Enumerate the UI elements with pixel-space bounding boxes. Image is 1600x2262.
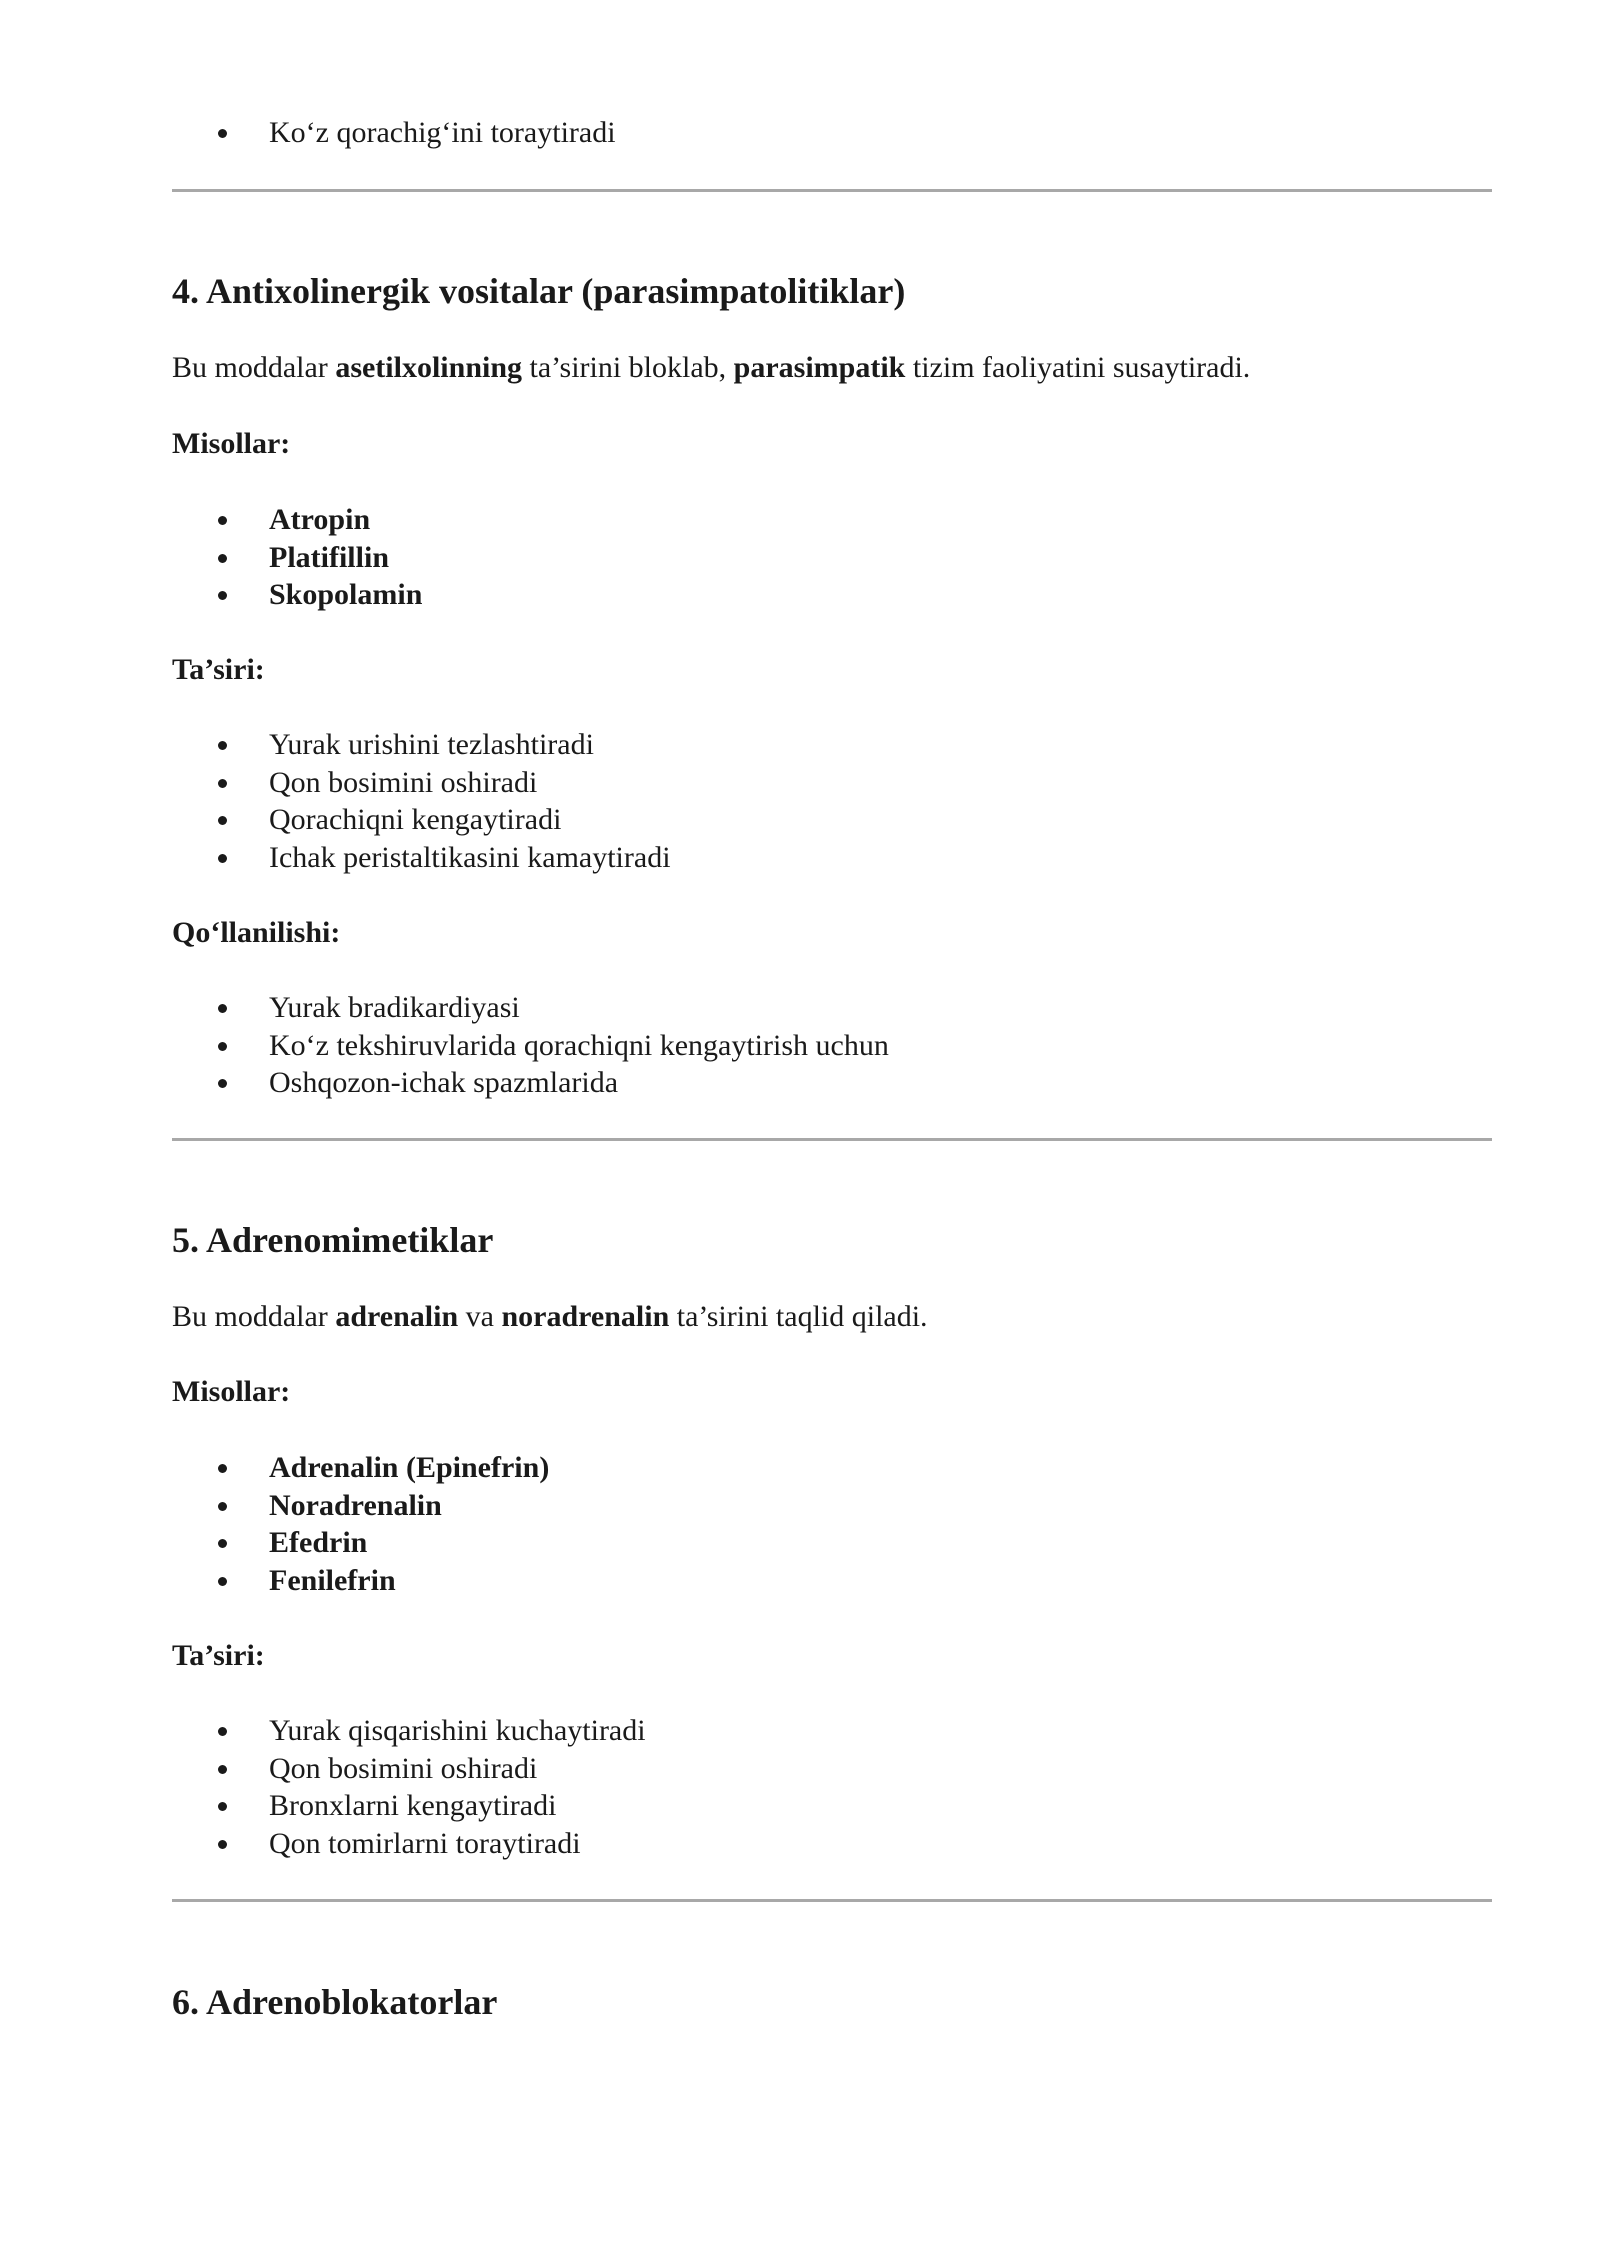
bullet-icon <box>218 741 227 750</box>
bullet-icon <box>218 1502 227 1511</box>
bullet-icon <box>218 1004 227 1013</box>
list-item: Qon bosimini oshiradi <box>172 764 1492 802</box>
section-4-effects-label: Ta’siri: <box>172 653 265 686</box>
list-item: Noradrenalin <box>172 1487 1492 1525</box>
bullet-icon <box>218 1765 227 1774</box>
section-divider <box>172 189 1492 192</box>
bullet-icon <box>218 1727 227 1736</box>
list-item: Yurak urishini tezlashtiradi <box>172 726 1492 764</box>
section-4-heading-block <box>172 270 1492 312</box>
section-4-usage-list <box>172 989 1492 1102</box>
section-divider <box>172 1899 1492 1902</box>
bullet-icon <box>218 129 227 138</box>
bullet-icon <box>218 1840 227 1849</box>
section-divider <box>172 1138 1492 1141</box>
list-item: Qorachiqni kengaytiradi <box>172 801 1492 839</box>
bullet-icon <box>218 1042 227 1051</box>
list-item: Adrenalin (Epinefrin) <box>172 1449 1492 1487</box>
section-5-title: 5. Adrenomimetiklar <box>172 1220 494 1260</box>
bullet-icon <box>218 1577 227 1586</box>
section-4-intro: Bu moddalar asetilxolinning ta’sirini bloklab, parasimpatik tizim faoliyatini susaytiradi. <box>172 351 1251 384</box>
list-item: Ko‘z qorachig‘ini toraytiradi <box>172 114 1492 152</box>
list-item: Platifillin <box>172 539 1492 577</box>
section-4-examples-list <box>172 501 1492 614</box>
section-6-heading-block <box>172 1981 1492 2023</box>
section-5-effects-block <box>172 1712 1492 1862</box>
section-5-intro: Bu moddalar adrenalin va noradrenalin ta’sirini taqlid qiladi. <box>172 1300 928 1333</box>
section-4-usage-block <box>172 989 1492 1102</box>
list-item: Qon bosimini oshiradi <box>172 1750 1492 1788</box>
list-item: Ko‘z tekshiruvlarida qorachiqni kengaytirish uchun <box>172 1027 1492 1065</box>
top-list-block <box>172 114 1492 152</box>
section-4-usage-label: Qo‘llanilishi: <box>172 916 341 949</box>
section-4-examples-block <box>172 501 1492 614</box>
section-5-effects-label: Ta’siri: <box>172 1639 265 1672</box>
list-item: Oshqozon-ichak spazmlarida <box>172 1064 1492 1102</box>
top-list <box>172 114 1492 152</box>
list-item: Yurak bradikardiyasi <box>172 989 1492 1027</box>
section-5-effects-label-block <box>172 1637 1492 1674</box>
bullet-icon <box>218 779 227 788</box>
section-5-effects-list <box>172 1712 1492 1862</box>
section-5-examples-block <box>172 1449 1492 1599</box>
section-5-intro-block <box>172 1298 1492 1335</box>
bullet-icon <box>218 1464 227 1473</box>
section-4-effects-block <box>172 726 1492 876</box>
list-item: Skopolamin <box>172 576 1492 614</box>
section-5-heading-block <box>172 1219 1492 1261</box>
list-item: Efedrin <box>172 1524 1492 1562</box>
list-item: Fenilefrin <box>172 1562 1492 1600</box>
section-6-title: 6. Adrenoblokatorlar <box>172 1982 498 2022</box>
section-4-effects-label-block <box>172 651 1492 688</box>
list-item: Ichak peristaltikasini kamaytiradi <box>172 839 1492 877</box>
section-4-examples-label: Misollar: <box>172 427 291 460</box>
bold-term: noradrenalin <box>501 1300 670 1333</box>
bullet-icon <box>218 1802 227 1811</box>
section-4-effects-list <box>172 726 1492 876</box>
bullet-icon <box>218 816 227 825</box>
section-5-examples-list <box>172 1449 1492 1599</box>
bullet-icon <box>218 516 227 525</box>
list-item: Qon tomirlarni toraytiradi <box>172 1825 1492 1863</box>
section-4-intro-block <box>172 349 1492 386</box>
section-4-usage-label-block <box>172 914 1492 951</box>
bold-term: parasimpatik <box>733 351 906 384</box>
section-5-examples-label: Misollar: <box>172 1375 291 1408</box>
section-5-examples-label-block <box>172 1373 1492 1410</box>
list-item: Bronxlarni kengaytiradi <box>172 1787 1492 1825</box>
section-4-title: 4. Antixolinergik vositalar (parasimpatolitiklar) <box>172 271 906 311</box>
bold-term: asetilxolinning <box>335 351 523 384</box>
bold-term: adrenalin <box>335 1300 459 1333</box>
section-4-examples-label-block <box>172 425 1492 462</box>
list-item: Atropin <box>172 501 1492 539</box>
bullet-icon <box>218 1539 227 1548</box>
bullet-icon <box>218 591 227 600</box>
bullet-icon <box>218 554 227 563</box>
bullet-icon <box>218 1079 227 1088</box>
list-item: Yurak qisqarishini kuchaytiradi <box>172 1712 1492 1750</box>
bullet-icon <box>218 854 227 863</box>
